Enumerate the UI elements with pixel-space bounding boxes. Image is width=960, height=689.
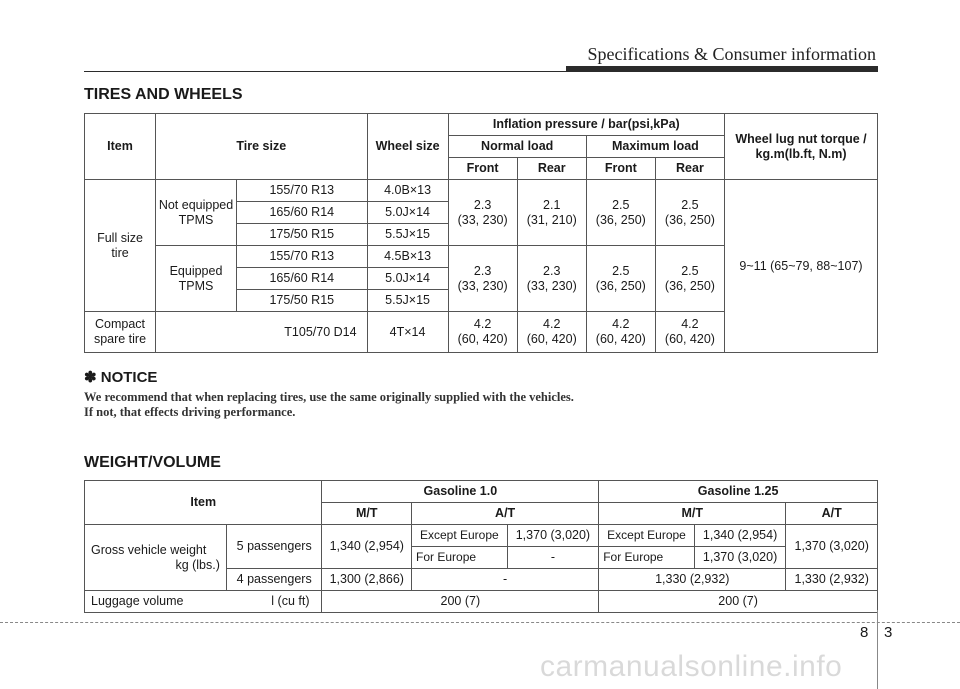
- luggage-label-text: Luggage volume: [91, 594, 184, 608]
- pressure-bar: 4.2: [681, 317, 699, 331]
- pressure-psi-kpa: (33, 230): [457, 278, 508, 293]
- full-size-tire-label: [85, 180, 156, 312]
- four-g10-mt: 1,300 (2,866): [322, 569, 412, 591]
- compact-spare-label: [85, 312, 156, 353]
- header-torque: [725, 114, 878, 180]
- header-normal-load: Normal load: [448, 136, 586, 158]
- five-g125-at: 1,370 (3,020): [786, 525, 878, 569]
- gvw-label-text: Gross vehicle weight: [91, 542, 207, 557]
- notice-line-2: If not, that effects driving performance.: [84, 405, 296, 419]
- not-equipped-tpms-label: [156, 180, 237, 246]
- five-passengers-label: 5 passengers: [226, 525, 322, 569]
- weight-header-item: Item: [85, 481, 322, 525]
- pressure-psi-kpa: (33, 230): [526, 278, 577, 293]
- header-max-front: Front: [586, 158, 655, 180]
- full-size-line1: Full size: [97, 230, 143, 245]
- weight-header-g10-mt: M/T: [322, 503, 412, 525]
- pressure-bar: 2.5: [612, 197, 630, 212]
- weight-header-gasoline-1-25: Gasoline 1.25: [599, 481, 878, 503]
- pressure-psi-kpa: (60, 420): [457, 332, 508, 346]
- except-europe-label: Except Europe: [412, 525, 508, 547]
- pressure-bar: 2.5: [681, 263, 699, 278]
- header-item: Item: [85, 114, 156, 180]
- pressure-bar: 4.2: [473, 317, 492, 331]
- compact-line2: spare tire: [93, 332, 147, 346]
- luggage-g125: 200 (7): [599, 591, 878, 613]
- four-passengers-label: 4 passengers: [226, 569, 322, 591]
- chapter-number: 8: [860, 624, 869, 641]
- pressure-bar: 2.3: [473, 263, 492, 278]
- not-equipped-line2: TPMS: [178, 212, 214, 227]
- tires-wheels-title: TIRES AND WHEELS: [84, 86, 243, 103]
- header-normal-front: Front: [448, 158, 517, 180]
- pressure-cell: [655, 180, 724, 246]
- pressure-psi-kpa: (60, 420): [595, 332, 646, 346]
- header-normal-rear: Rear: [517, 158, 586, 180]
- notice-line-1: We recommend that when replacing tires, use the same originally supplied with the vehicles.: [84, 390, 574, 404]
- compact-wheel-size: 4T×14: [367, 312, 448, 353]
- pressure-cell: [655, 246, 724, 312]
- wheel-size-cell: 5.5J×15: [367, 224, 448, 246]
- luggage-unit-text: l (cu ft): [271, 594, 310, 608]
- tire-size-cell: 175/50 R15: [237, 290, 368, 312]
- five-g10-at-except: 1,370 (3,020): [507, 525, 599, 547]
- tire-size-cell: 175/50 R15: [237, 224, 368, 246]
- five-g10-at-europe: -: [507, 547, 599, 569]
- section-header: Specifications & Consumer information: [587, 44, 876, 64]
- wheel-size-cell: 4.0B×13: [367, 180, 448, 202]
- pressure-cell: [517, 180, 586, 246]
- five-g10-mt: 1,340 (2,954): [322, 525, 412, 569]
- five-g125-mt-europe: 1,370 (3,020): [694, 547, 786, 569]
- for-europe-label: For Europe: [599, 547, 695, 569]
- pressure-cell: [655, 312, 724, 353]
- tire-size-cell: 155/70 R13: [237, 180, 368, 202]
- compact-line1: Compact: [94, 317, 146, 331]
- equipped-line2: TPMS: [178, 278, 214, 293]
- pressure-cell: [448, 180, 517, 246]
- pressure-psi-kpa: (60, 420): [664, 332, 715, 346]
- pressure-bar: 2.5: [612, 263, 630, 278]
- gvw-label: [85, 525, 227, 591]
- pressure-psi-kpa: (60, 420): [526, 332, 577, 346]
- tire-size-cell: 165/60 R14: [237, 268, 368, 290]
- five-g125-mt-except: 1,340 (2,954): [694, 525, 786, 547]
- page-number: 3: [884, 624, 893, 641]
- weight-header-g125-at: A/T: [786, 503, 878, 525]
- four-g125-mt: 1,330 (2,932): [599, 569, 786, 591]
- four-g10-at: -: [412, 569, 599, 591]
- wheel-size-cell: 5.5J×15: [367, 290, 448, 312]
- luggage-volume-label: [85, 591, 322, 613]
- wheel-size-cell: 5.0J×14: [367, 268, 448, 290]
- header-rule-thin: [84, 71, 878, 72]
- tire-size-cell: 155/70 R13: [237, 246, 368, 268]
- four-g125-at: 1,330 (2,932): [786, 569, 878, 591]
- pressure-bar: 4.2: [612, 317, 630, 331]
- equipped-tpms-label: [156, 246, 237, 312]
- header-tire-size: Tire size: [156, 114, 368, 180]
- wheel-size-cell: 4.5B×13: [367, 246, 448, 268]
- luggage-g10: 200 (7): [322, 591, 599, 613]
- pressure-psi-kpa: (31, 210): [526, 212, 577, 227]
- pressure-psi-kpa: (36, 250): [595, 212, 646, 227]
- notice-block: [84, 368, 574, 420]
- pressure-cell: [448, 246, 517, 312]
- wheel-size-cell: 5.0J×14: [367, 202, 448, 224]
- pressure-bar: 2.5: [681, 197, 699, 212]
- header-inflation: Inflation pressure / bar(psi,kPa): [448, 114, 724, 136]
- header-max-rear: Rear: [655, 158, 724, 180]
- weight-header-gasoline-1-0: Gasoline 1.0: [322, 481, 599, 503]
- pressure-bar: 2.3: [543, 263, 561, 278]
- header-wheel-size: Wheel size: [367, 114, 448, 180]
- pressure-bar: 4.2: [543, 317, 561, 331]
- pressure-psi-kpa: (33, 230): [457, 212, 508, 227]
- weight-header-g10-at: A/T: [412, 503, 599, 525]
- weight-volume-table: [84, 480, 878, 613]
- torque-value: 9~11 (65~79, 88~107): [725, 180, 878, 353]
- pressure-psi-kpa: (36, 250): [595, 278, 646, 293]
- pressure-cell: [448, 312, 517, 353]
- weight-header-g125-mt: M/T: [599, 503, 786, 525]
- pressure-cell: [586, 246, 655, 312]
- for-europe-label: For Europe: [412, 547, 508, 569]
- compact-tire-size: T105/70 D14: [156, 312, 368, 353]
- gvw-unit-text: kg (lbs.): [175, 557, 220, 572]
- tire-size-cell: 165/60 R14: [237, 202, 368, 224]
- pressure-cell: [517, 312, 586, 353]
- not-equipped-line1: Not equipped: [158, 197, 234, 212]
- except-europe-label: Except Europe: [599, 525, 695, 547]
- pressure-psi-kpa: (36, 250): [664, 278, 715, 293]
- full-size-line2: tire: [111, 245, 129, 260]
- footer-page-separator: [877, 610, 878, 689]
- header-maximum-load: Maximum load: [586, 136, 724, 158]
- footer-dashed-rule: [0, 622, 960, 623]
- watermark: carmanualsonline.info: [540, 650, 843, 683]
- pressure-cell: [517, 246, 586, 312]
- weight-volume-title: WEIGHT/VOLUME: [84, 454, 221, 471]
- pressure-cell: [586, 312, 655, 353]
- tires-wheels-table: [84, 113, 878, 353]
- notice-title: ✽ NOTICE: [84, 369, 158, 386]
- pressure-cell: [586, 180, 655, 246]
- pressure-psi-kpa: (36, 250): [664, 212, 715, 227]
- equipped-line1: Equipped: [169, 263, 223, 278]
- pressure-bar: 2.3: [473, 197, 492, 212]
- pressure-bar: 2.1: [543, 197, 561, 212]
- torque-header-line1: Wheel lug nut torque /: [735, 131, 867, 146]
- torque-header-line2: kg.m(lb.ft, N.m): [755, 146, 847, 161]
